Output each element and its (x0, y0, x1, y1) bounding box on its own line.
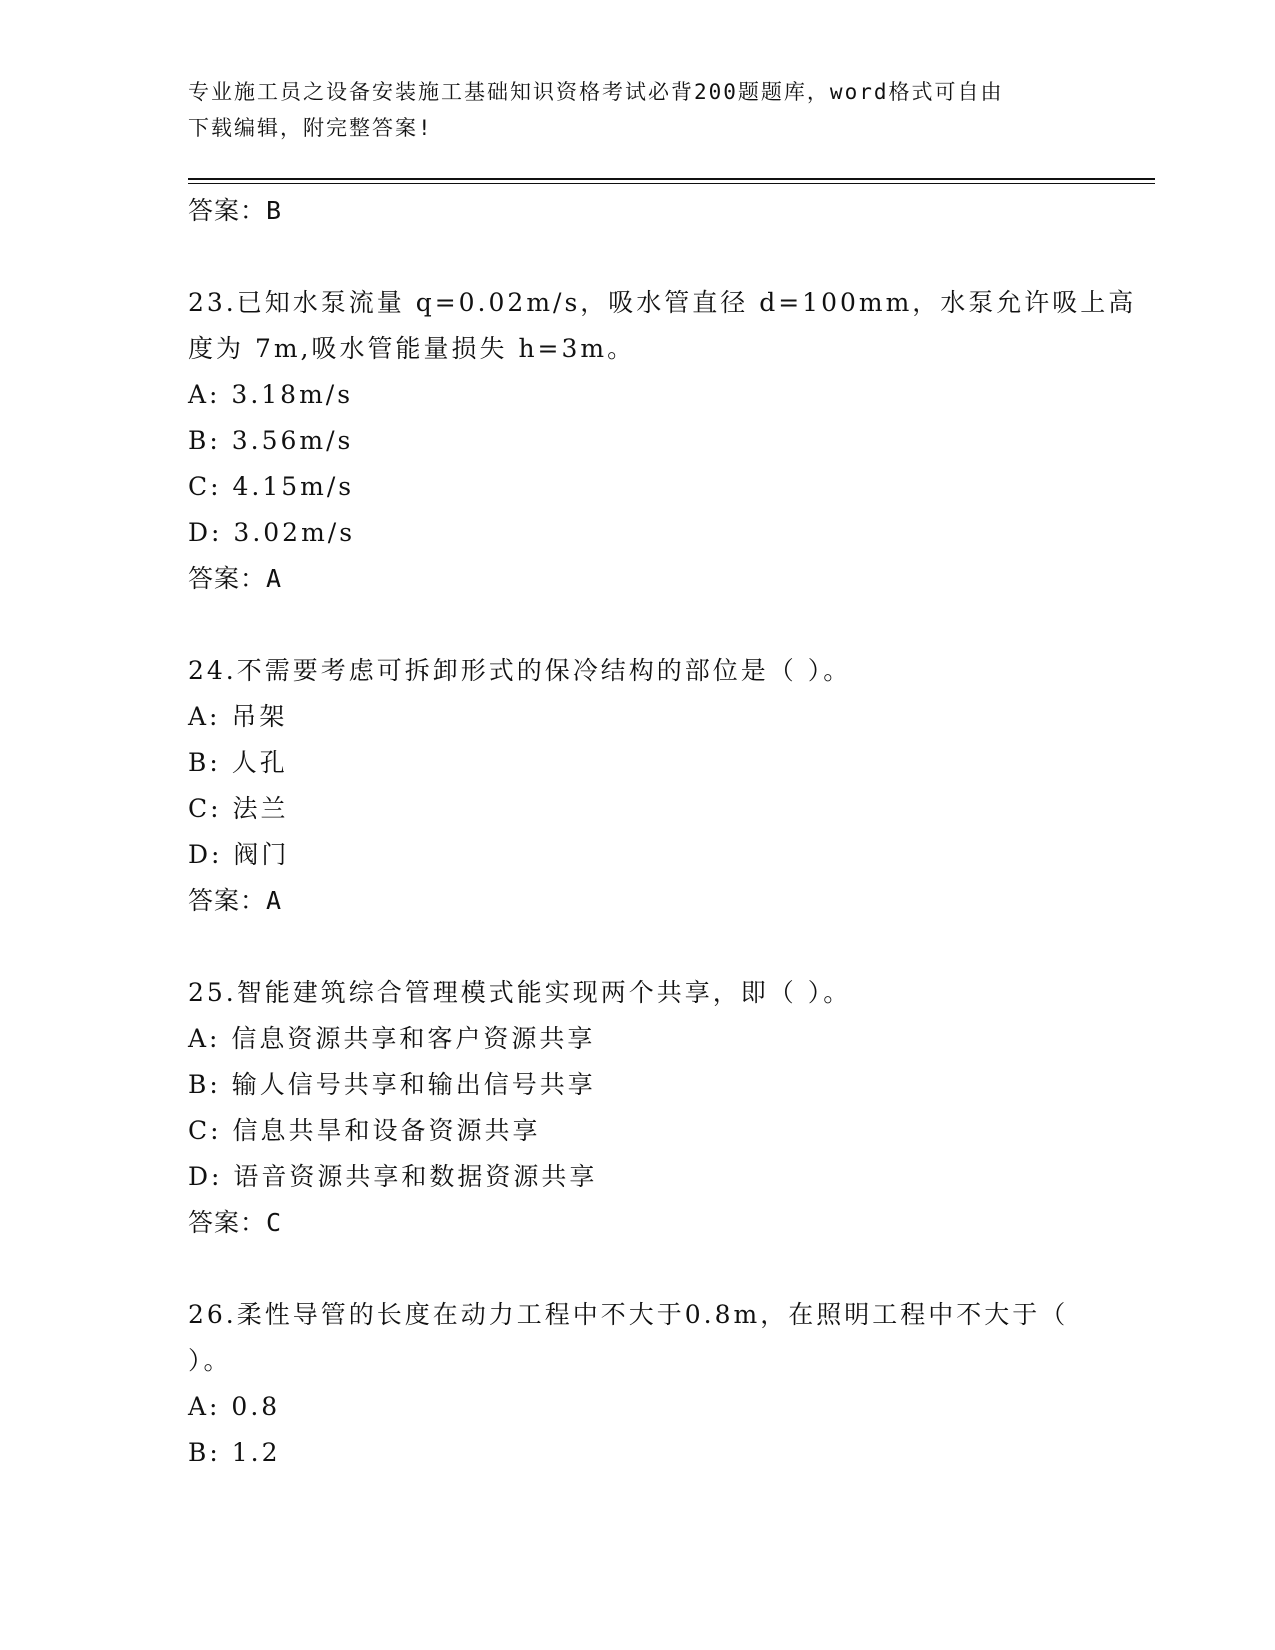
option-a: A: 信息资源共享和客户资源共享 (188, 1024, 596, 1053)
question-25 (188, 970, 1148, 1246)
header-divider-thick (188, 178, 1155, 180)
spacer (188, 234, 1148, 280)
question-26 (188, 1292, 1148, 1476)
prev-answer (188, 188, 1148, 234)
question-answer (188, 1200, 1148, 1246)
question-text-line-1: 24.不需要考虑可拆卸形式的保冷结构的部位是（ ）。 (188, 656, 852, 685)
question-24 (188, 648, 1148, 924)
header-line-1: 专业施工员之设备安装施工基础知识资格考试必背200题题库，word格式可自由 (188, 80, 1004, 104)
option-c: C: 4.15m/s (188, 472, 355, 501)
option-b: B: 人孔 (188, 748, 288, 777)
question-list (188, 188, 1148, 1476)
option-a: A: 3.18m/s (188, 380, 354, 409)
answer-value: C (266, 1208, 283, 1237)
question-text-line-1: 25.智能建筑综合管理模式能实现两个共享，即（ ）。 (188, 978, 852, 1007)
question-text-line-2: ）。 (188, 1346, 232, 1375)
header-divider-thin (188, 183, 1155, 184)
header-line-2: 下载编辑，附完整答案! (188, 116, 433, 140)
document-header (188, 74, 1088, 146)
question-23 (188, 280, 1148, 602)
answer-label: 答案： (188, 564, 267, 593)
answer-label: 答案： (188, 886, 267, 915)
option-c: C: 信息共旱和设备资源共享 (188, 1116, 541, 1145)
option-d: D: 3.02m/s (188, 518, 356, 547)
option-d: D: 阀门 (188, 840, 290, 869)
answer-label: 答案： (188, 1208, 267, 1237)
question-text-line-2: 度为 7m,吸水管能量损失 h=3m。 (188, 334, 636, 363)
option-b: B: 输人信号共享和输出信号共享 (188, 1070, 596, 1099)
question-text-line-1: 26.柔性导管的长度在动力工程中不大于0.8m，在照明工程中不大于（ (188, 1300, 1069, 1329)
question-answer (188, 878, 1148, 924)
option-b: B: 3.56m/s (188, 426, 354, 455)
answer-value: B (266, 196, 283, 225)
question-answer (188, 556, 1148, 602)
option-c: C: 法兰 (188, 794, 289, 823)
spacer (188, 602, 1148, 648)
answer-value: A (266, 564, 283, 593)
answer-label: 答案： (188, 196, 267, 225)
option-d: D: 语音资源共享和数据资源共享 (188, 1162, 598, 1191)
spacer (188, 924, 1148, 970)
option-b: B: 1.2 (188, 1438, 281, 1467)
question-text-line-1: 23.已知水泵流量 q=0.02m/s，吸水管直径 d=100mm，水泵允许吸上高 (188, 288, 1137, 317)
answer-value: A (266, 886, 283, 915)
spacer (188, 1246, 1148, 1292)
option-a: A: 吊架 (188, 702, 288, 731)
option-a: A: 0.8 (188, 1392, 281, 1421)
